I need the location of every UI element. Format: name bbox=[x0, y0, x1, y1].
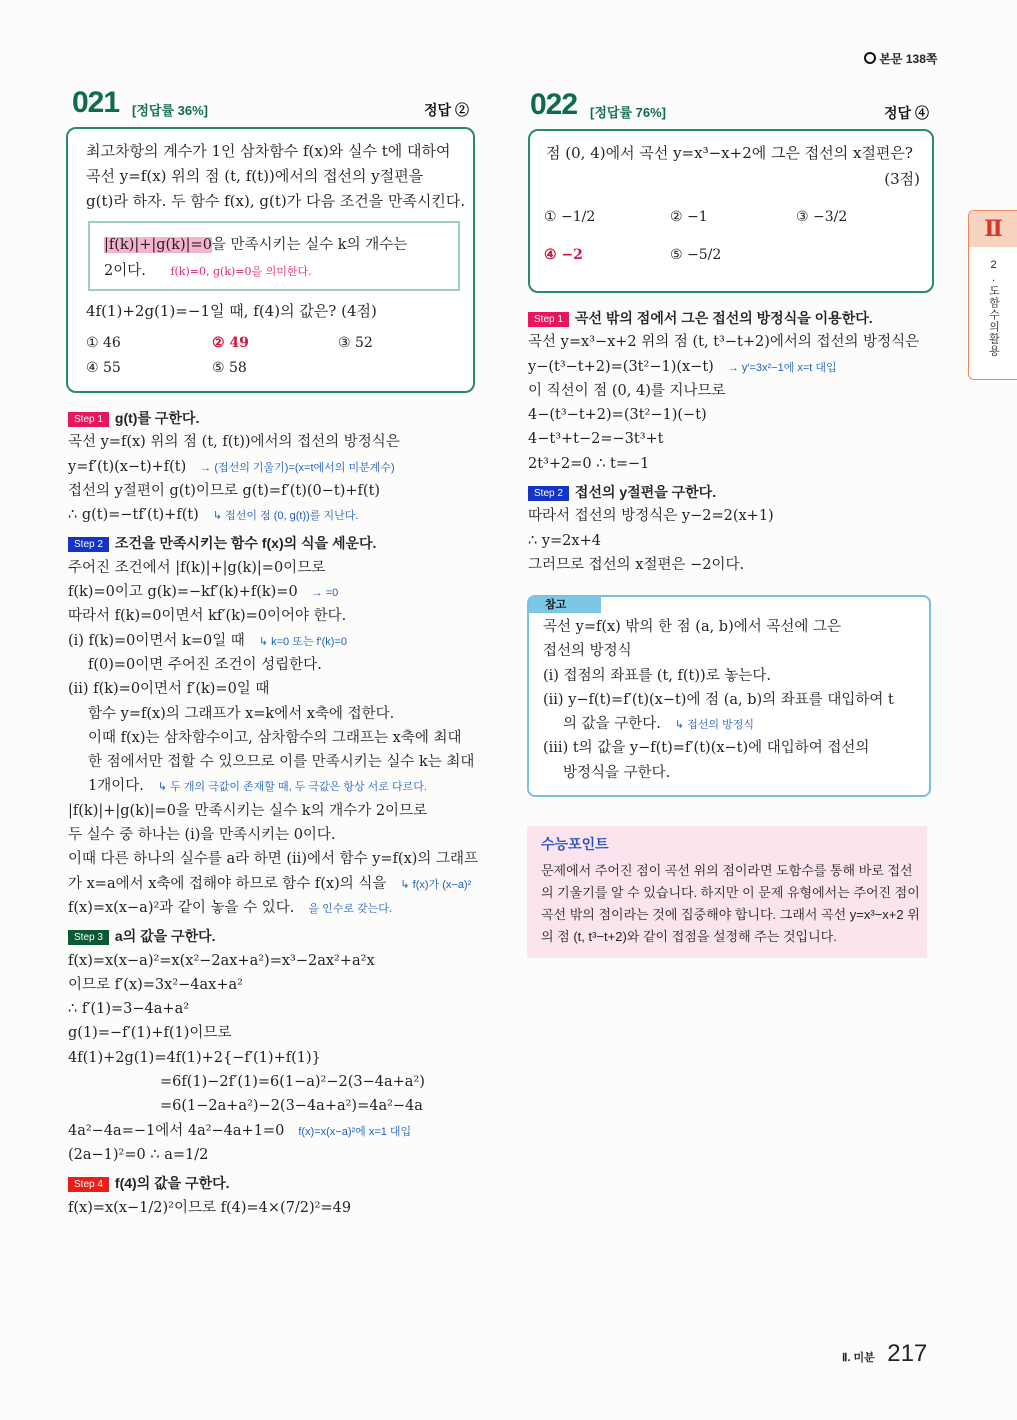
solution-line bbox=[543, 736, 923, 760]
condition-box bbox=[88, 221, 460, 291]
line-text: 2t³+2=0 ∴ t=−1 bbox=[528, 455, 650, 472]
annotation-note: 을 인수로 갖는다. bbox=[308, 902, 392, 915]
solution-line bbox=[543, 615, 923, 639]
answer-022: 정답 ④ bbox=[884, 105, 929, 121]
line-text: 그러므로 접선의 x절편은 −2이다. bbox=[528, 556, 745, 573]
line-text: 방정식을 구한다. bbox=[563, 764, 671, 781]
line-text: 4−(t³−t+2)=(3t²−1)(−t) bbox=[528, 407, 707, 424]
page-reference bbox=[864, 50, 937, 67]
circle-bullet-icon bbox=[864, 52, 876, 64]
line-text: 가 x=a에서 x축에 접해야 하므로 함수 f(x)의 식을 bbox=[68, 875, 387, 892]
choice-5[interactable]: ⑤ −5/2 bbox=[670, 247, 722, 263]
line-text: =6f(1)−2f′(1)=6(1−a)²−2(3−4a+a²) bbox=[160, 1074, 425, 1091]
line-text: 이 직선이 점 (0, 4)를 지나므로 bbox=[528, 382, 726, 399]
annotation-note: → y′=3x²−1에 x=t 대입 bbox=[727, 361, 837, 374]
line-text: y−(t³−t+2)=(3t²−1)(x−t) bbox=[528, 358, 714, 375]
question-box-021 bbox=[66, 127, 475, 393]
question-line: 곡선 y=f(x) 위의 점 (t, f(t))에서의 접선의 y절편을 bbox=[86, 167, 424, 185]
solution-line bbox=[68, 847, 508, 871]
chapter-roman: Ⅱ bbox=[969, 211, 1017, 247]
annotation-note: ↳ 접선의 방정식 bbox=[674, 719, 754, 732]
answer-021: 정답 ② bbox=[424, 102, 469, 118]
solution-line bbox=[528, 529, 948, 553]
step-heading bbox=[68, 1171, 508, 1195]
solution-line bbox=[68, 872, 508, 896]
solution-line bbox=[528, 427, 948, 451]
solution-line bbox=[68, 997, 508, 1021]
line-text: ∴ f′(1)=3−4a+a² bbox=[68, 1001, 190, 1018]
line-text: =6(1−2a+a²)−2(3−4a+a²)=4a²−4a bbox=[160, 1098, 423, 1115]
choice-3[interactable]: ③ −3/2 bbox=[796, 209, 848, 225]
line-text: 4−t³+t−2=−3t³+t bbox=[528, 431, 664, 448]
reference-box bbox=[527, 595, 931, 797]
solution-line bbox=[68, 823, 508, 847]
line-text: f(x)=x(x−a)²=x(x²−2ax+a²)=x³−2ax²+a²x bbox=[68, 952, 375, 969]
line-text: 곡선 y=x³−x+2 위의 점 (t, t³−t+2)에서의 접선의 방정식은 bbox=[528, 334, 920, 351]
question-points: (3점) bbox=[884, 170, 920, 188]
solution-line bbox=[528, 553, 948, 577]
question-line: g(t)라 하자. 두 함수 f(x), g(t)가 다음 조건을 만족시킨다. bbox=[86, 192, 466, 210]
step-heading bbox=[68, 406, 508, 430]
solution-line bbox=[543, 664, 923, 688]
condition-highlight: |f(k)|+|g(k)|=0 bbox=[104, 237, 212, 253]
step-badge: Step 3 bbox=[68, 930, 109, 945]
step-badge: Step 1 bbox=[528, 312, 569, 327]
line-text: 함수 y=f(x)의 그래프가 x=k에서 x축에 접한다. bbox=[88, 705, 395, 722]
step-badge: Step 4 bbox=[68, 1177, 109, 1192]
solution-line bbox=[68, 1070, 508, 1094]
solution-line bbox=[528, 355, 948, 379]
condition-text: 을 만족시키는 실수 k의 개수는 bbox=[211, 237, 408, 253]
page-footer bbox=[842, 1340, 927, 1368]
solution-line bbox=[68, 702, 508, 726]
line-text: (ii) f(k)=0이면서 f′(k)=0일 때 bbox=[68, 681, 270, 698]
problem-number-021: 021 bbox=[72, 86, 120, 119]
line-text: ∴ g(t)=−tf′(t)+f(t) bbox=[68, 507, 199, 524]
solution-line bbox=[68, 726, 508, 750]
solution-022 bbox=[528, 302, 948, 577]
solution-line bbox=[68, 556, 508, 580]
solution-line bbox=[528, 330, 948, 354]
choice-4[interactable]: ④ 55 bbox=[86, 360, 121, 376]
choice-2-checked[interactable]: ② 49 bbox=[212, 335, 249, 351]
solution-line bbox=[68, 1094, 508, 1118]
line-text: 조건을 만족시키는 함수 f(x)의 식을 세운다. bbox=[114, 535, 377, 552]
annotation-note: ↳ f(x)가 (x−a)² bbox=[400, 878, 472, 891]
line-text: y=f′(t)(x−t)+f(t) bbox=[68, 458, 187, 475]
step-badge: Step 1 bbox=[68, 412, 109, 427]
question-line: 최고차항의 계수가 1인 삼차함수 f(x)와 실수 t에 대하여 bbox=[86, 142, 451, 160]
solution-line bbox=[68, 1196, 508, 1220]
page-reference-text: 본문 138쪽 bbox=[879, 52, 938, 66]
line-text: 이때 다른 하나의 실수를 a라 하면 (ii)에서 함수 y=f(x)의 그래프 bbox=[68, 851, 479, 868]
page-number: 217 bbox=[887, 1340, 928, 1367]
solution-line bbox=[68, 629, 508, 653]
solution-line bbox=[68, 1143, 508, 1167]
step-badge: Step 2 bbox=[68, 537, 109, 552]
solution-line bbox=[68, 774, 508, 798]
line-text: 의 값을 구한다. bbox=[563, 716, 661, 733]
line-text: 1개이다. bbox=[88, 778, 144, 795]
solution-line bbox=[68, 479, 508, 503]
exam-point-box bbox=[527, 826, 927, 958]
line-text: 접선의 y절편이 g(t)이므로 g(t)=f′(t)(0−t)+f(t) bbox=[68, 482, 381, 499]
step-heading bbox=[528, 306, 948, 330]
choice-1[interactable]: ① −1/2 bbox=[544, 209, 596, 225]
line-text: 곡선 y=f(x) 밖의 한 점 (a, b)에서 곡선에 그은 bbox=[543, 619, 842, 635]
annotation-note: f(x)=x(x−a)²에 x=1 대입 bbox=[298, 1125, 412, 1138]
chapter-side-tab[interactable] bbox=[968, 210, 1017, 380]
choice-5[interactable]: ⑤ 58 bbox=[212, 360, 247, 376]
exam-point-body: 문제에서 주어진 점이 곡선 위의 점이라면 도함수를 통해 바로 접선의 기울기를 알 수 있습니다. 하지만 이 문제 유형에서는 주어진 점이 곡선 밖의 점이라는 것에 집중해야 합니다. 그래서 곡선 y=x³−x+2 위의 점 (t, t³−t+2)와 같이 접점을 설정해 주는 것입니다. bbox=[541, 863, 920, 944]
solution-line bbox=[68, 430, 508, 454]
solution-line bbox=[68, 677, 508, 701]
choice-2[interactable]: ② −1 bbox=[670, 209, 708, 225]
line-text: g(t)를 구한다. bbox=[114, 410, 200, 426]
footer-section: Ⅱ. 미분 bbox=[842, 1352, 875, 1364]
line-text: 접선의 y절편을 구한다. bbox=[574, 484, 717, 501]
choice-3[interactable]: ③ 52 bbox=[338, 335, 373, 351]
line-text: (ii) y−f(t)=f′(t)(x−t)에 점 (a, b)의 좌표를 대입하여 t bbox=[543, 691, 894, 708]
step-heading bbox=[68, 531, 508, 555]
annotation-note: → (접선의 기울기)=(x=t에서의 미분계수) bbox=[200, 461, 395, 474]
line-text: f(x)=x(x−1/2)²이므로 f(4)=4×(7/2)²=49 bbox=[68, 1199, 352, 1216]
solution-021 bbox=[68, 402, 508, 1220]
question-box-022 bbox=[528, 129, 934, 293]
line-text: f(k)=0이고 g(k)=−kf′(k)+f(k)=0 bbox=[68, 584, 298, 601]
solution-line bbox=[68, 1046, 508, 1070]
correct-rate-022: [정답률 76%] bbox=[590, 105, 666, 120]
step-heading bbox=[68, 924, 508, 948]
solution-line bbox=[543, 688, 923, 712]
solution-line bbox=[528, 403, 948, 427]
choice-1[interactable]: ① 46 bbox=[86, 335, 121, 351]
correct-rate-021: [정답률 36%] bbox=[132, 103, 208, 118]
line-text: (2a−1)²=0 ∴ a=1/2 bbox=[68, 1146, 209, 1163]
condition-annotation: f(k)=0, g(k)=0을 의미한다. bbox=[170, 265, 312, 278]
solution-line bbox=[528, 504, 948, 528]
solution-line bbox=[528, 452, 948, 476]
line-text: f(0)=0이면 주어진 조건이 성립한다. bbox=[88, 656, 322, 673]
line-text: (iii) t의 값을 y−f(t)=f′(t)(x−t)에 대입하여 접선의 bbox=[543, 740, 870, 757]
line-text: 한 점에서만 접할 수 있으므로 이를 만족시키는 실수 k는 최대 bbox=[88, 754, 475, 771]
line-text: |f(k)|+|g(k)|=0을 만족시키는 실수 k의 개수가 2이므로 bbox=[68, 802, 428, 819]
line-text: (i) 접점의 좌표를 (t, f(t))로 놓는다. bbox=[543, 667, 771, 684]
line-text: 따라서 f(k)=0이면서 kf′(k)=0이어야 한다. bbox=[68, 608, 347, 625]
line-text: (i) f(k)=0이면서 k=0일 때 bbox=[68, 632, 245, 649]
solution-line bbox=[68, 455, 508, 479]
choice-4-checked[interactable]: ④ −2 bbox=[544, 247, 583, 263]
line-text: ∴ y=2x+4 bbox=[528, 532, 601, 549]
solution-line bbox=[528, 379, 948, 403]
question-text: 점 (0, 4)에서 곡선 y=x³−x+2에 그은 접선의 x절편은? bbox=[546, 144, 913, 162]
annotation-note: ↳ 접선이 점 (0, g(t))를 지난다. bbox=[212, 510, 359, 523]
solution-line bbox=[68, 604, 508, 628]
problem-number-022: 022 bbox=[530, 88, 578, 121]
solution-line bbox=[68, 653, 508, 677]
line-text: f(4)의 값을 구한다. bbox=[114, 1175, 230, 1192]
solution-line bbox=[543, 712, 923, 736]
line-text: 따라서 접선의 방정식은 y−2=2(x+1) bbox=[528, 508, 774, 525]
line-text: a의 값을 구한다. bbox=[114, 928, 216, 945]
solution-line bbox=[68, 1021, 508, 1045]
line-text: 주어진 조건에서 |f(k)|+|g(k)|=0이므로 bbox=[68, 559, 326, 576]
annotation-note: → =0 bbox=[311, 587, 339, 600]
line-text: 두 실수 중 하나는 (i)을 만족시키는 0이다. bbox=[68, 827, 336, 844]
line-text: 곡선 y=f(x) 위의 점 (t, f(t))에서의 접선의 방정식은 bbox=[68, 434, 400, 451]
line-text: 이므로 f′(x)=3x²−4ax+a² bbox=[68, 976, 243, 993]
line-text: 접선의 방정식 bbox=[543, 643, 632, 660]
reference-lines bbox=[543, 615, 923, 785]
line-text: 곡선 밖의 점에서 그은 접선의 방정식을 이용한다. bbox=[574, 310, 873, 326]
question-ask: 4f(1)+2g(1)=−1일 때, f(4)의 값은? (4점) bbox=[86, 302, 377, 320]
line-text: 이때 f(x)는 삼차함수이고, 삼차함수의 그래프는 x축에 최대 bbox=[88, 729, 462, 746]
reference-label: 참고 bbox=[529, 597, 601, 613]
solution-line bbox=[68, 896, 508, 920]
line-text: g(1)=−f′(1)+f(1)이므로 bbox=[68, 1025, 232, 1042]
exam-point-title: 수능포인트 bbox=[541, 836, 609, 852]
solution-line bbox=[68, 973, 508, 997]
solution-line bbox=[68, 799, 508, 823]
line-text: 4a²−4a=−1에서 4a²−4a+1=0 bbox=[68, 1122, 285, 1139]
line-text: 4f(1)+2g(1)=4f(1)+2{−f′(1)+f(1)} bbox=[68, 1049, 321, 1066]
solution-line bbox=[68, 1119, 508, 1143]
line-text: f(x)=x(x−a)²과 같이 놓을 수 있다. bbox=[68, 899, 295, 916]
annotation-note: ↳ k=0 또는 f′(k)=0 bbox=[258, 635, 347, 648]
step-badge: Step 2 bbox=[528, 486, 569, 501]
step-heading bbox=[528, 480, 948, 504]
solution-line bbox=[68, 580, 508, 604]
condition-text-2: 2이다. bbox=[104, 263, 146, 279]
solution-line bbox=[68, 949, 508, 973]
solution-line bbox=[68, 750, 508, 774]
solution-line bbox=[543, 761, 923, 785]
solution-line bbox=[543, 639, 923, 663]
chapter-title: 2.도함수의활용 bbox=[987, 259, 1000, 357]
solution-line bbox=[68, 503, 508, 527]
annotation-note: ↳ 두 개의 극값이 존재할 때, 두 극값은 항상 서로 다르다. bbox=[157, 781, 427, 794]
